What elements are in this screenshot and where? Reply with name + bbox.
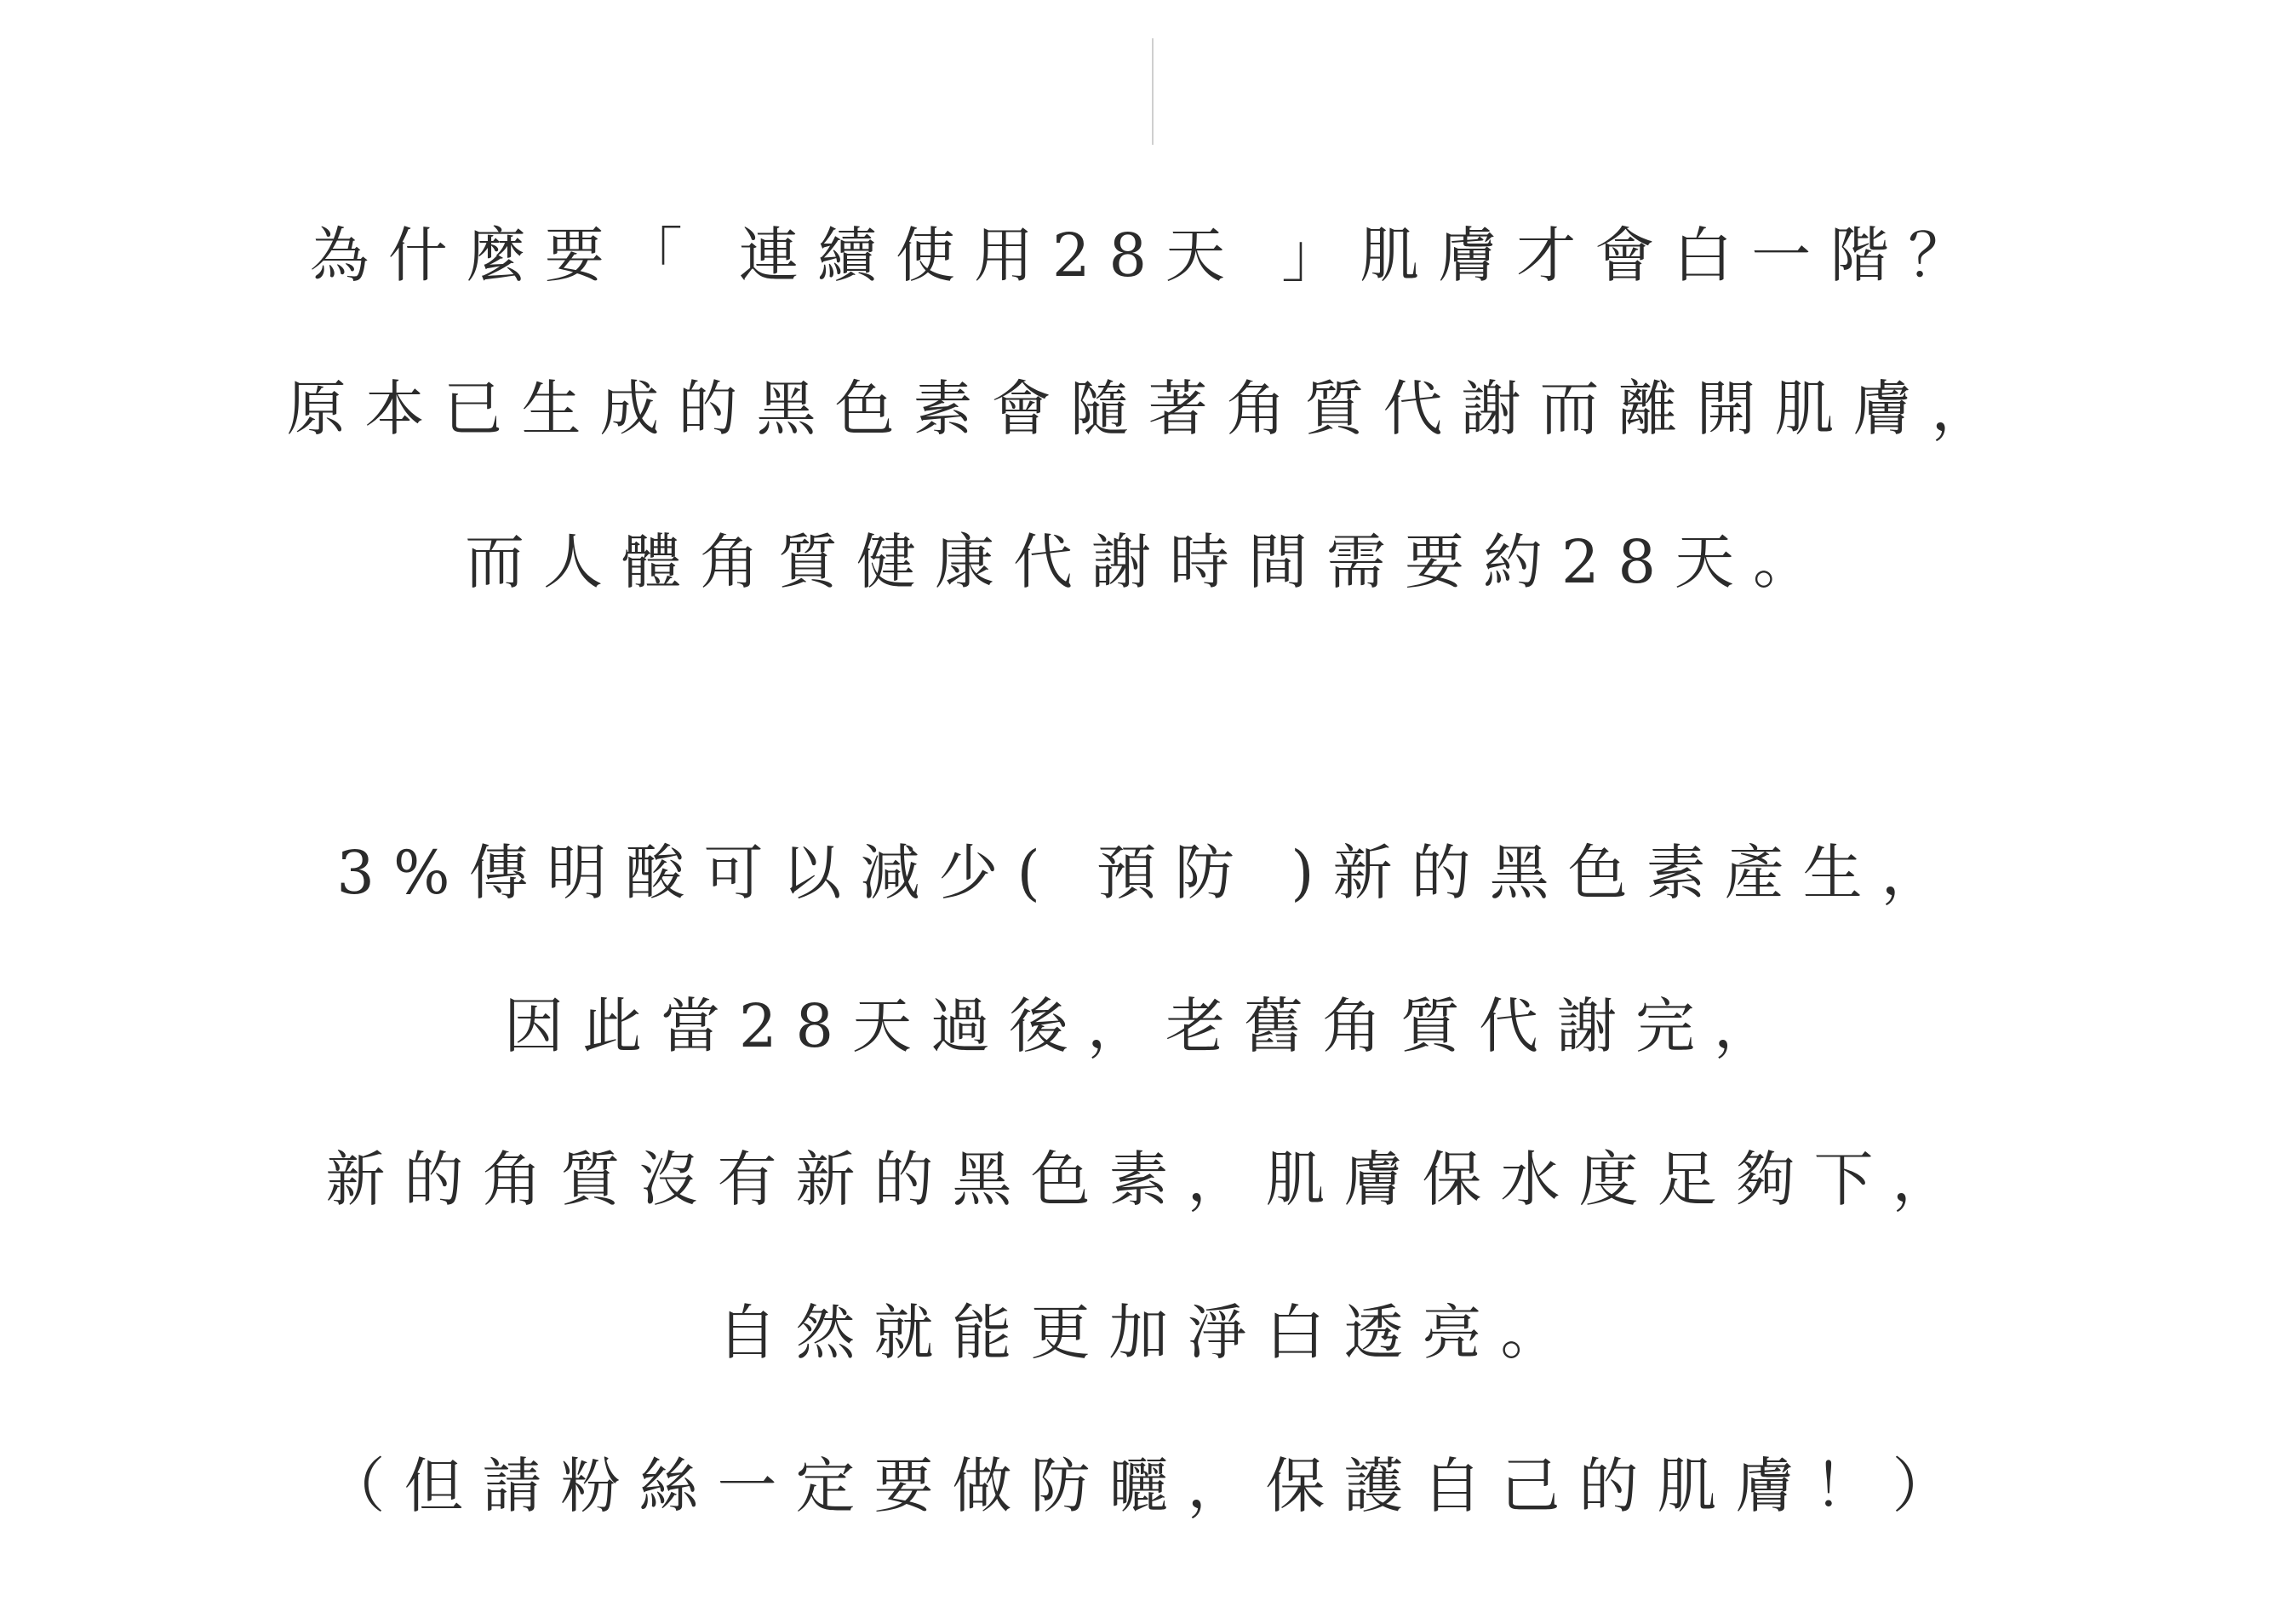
paragraph2-line4: 自然就能更加淨白透亮。 (717, 1298, 1579, 1368)
paragraph2-line3: 新的角質沒有新的黑色素，肌膚保水度足夠下， (325, 1145, 1971, 1214)
top-divider-line (1152, 38, 1154, 145)
paragraph1-line1: 為什麼要「 連續使用28天 」肌膚才會白一階？ (309, 221, 1987, 290)
paragraph2-line5: （但請粉絲一定要做防曬，保護自己的肌膚！） (325, 1451, 1971, 1521)
paragraph1-line2: 原本已生成的黑色素會隨著角質代謝而離開肌膚， (286, 374, 2010, 444)
paragraph2-line2: 因此當28天過後，老舊角質代謝完， (503, 991, 1793, 1061)
paragraph1-line3: 而人體角質健康代謝時間需要約28天。 (464, 527, 1832, 597)
paragraph2-line1: 3%傳明酸可以減少( 預防 )新的黑色素產生， (336, 838, 1960, 908)
